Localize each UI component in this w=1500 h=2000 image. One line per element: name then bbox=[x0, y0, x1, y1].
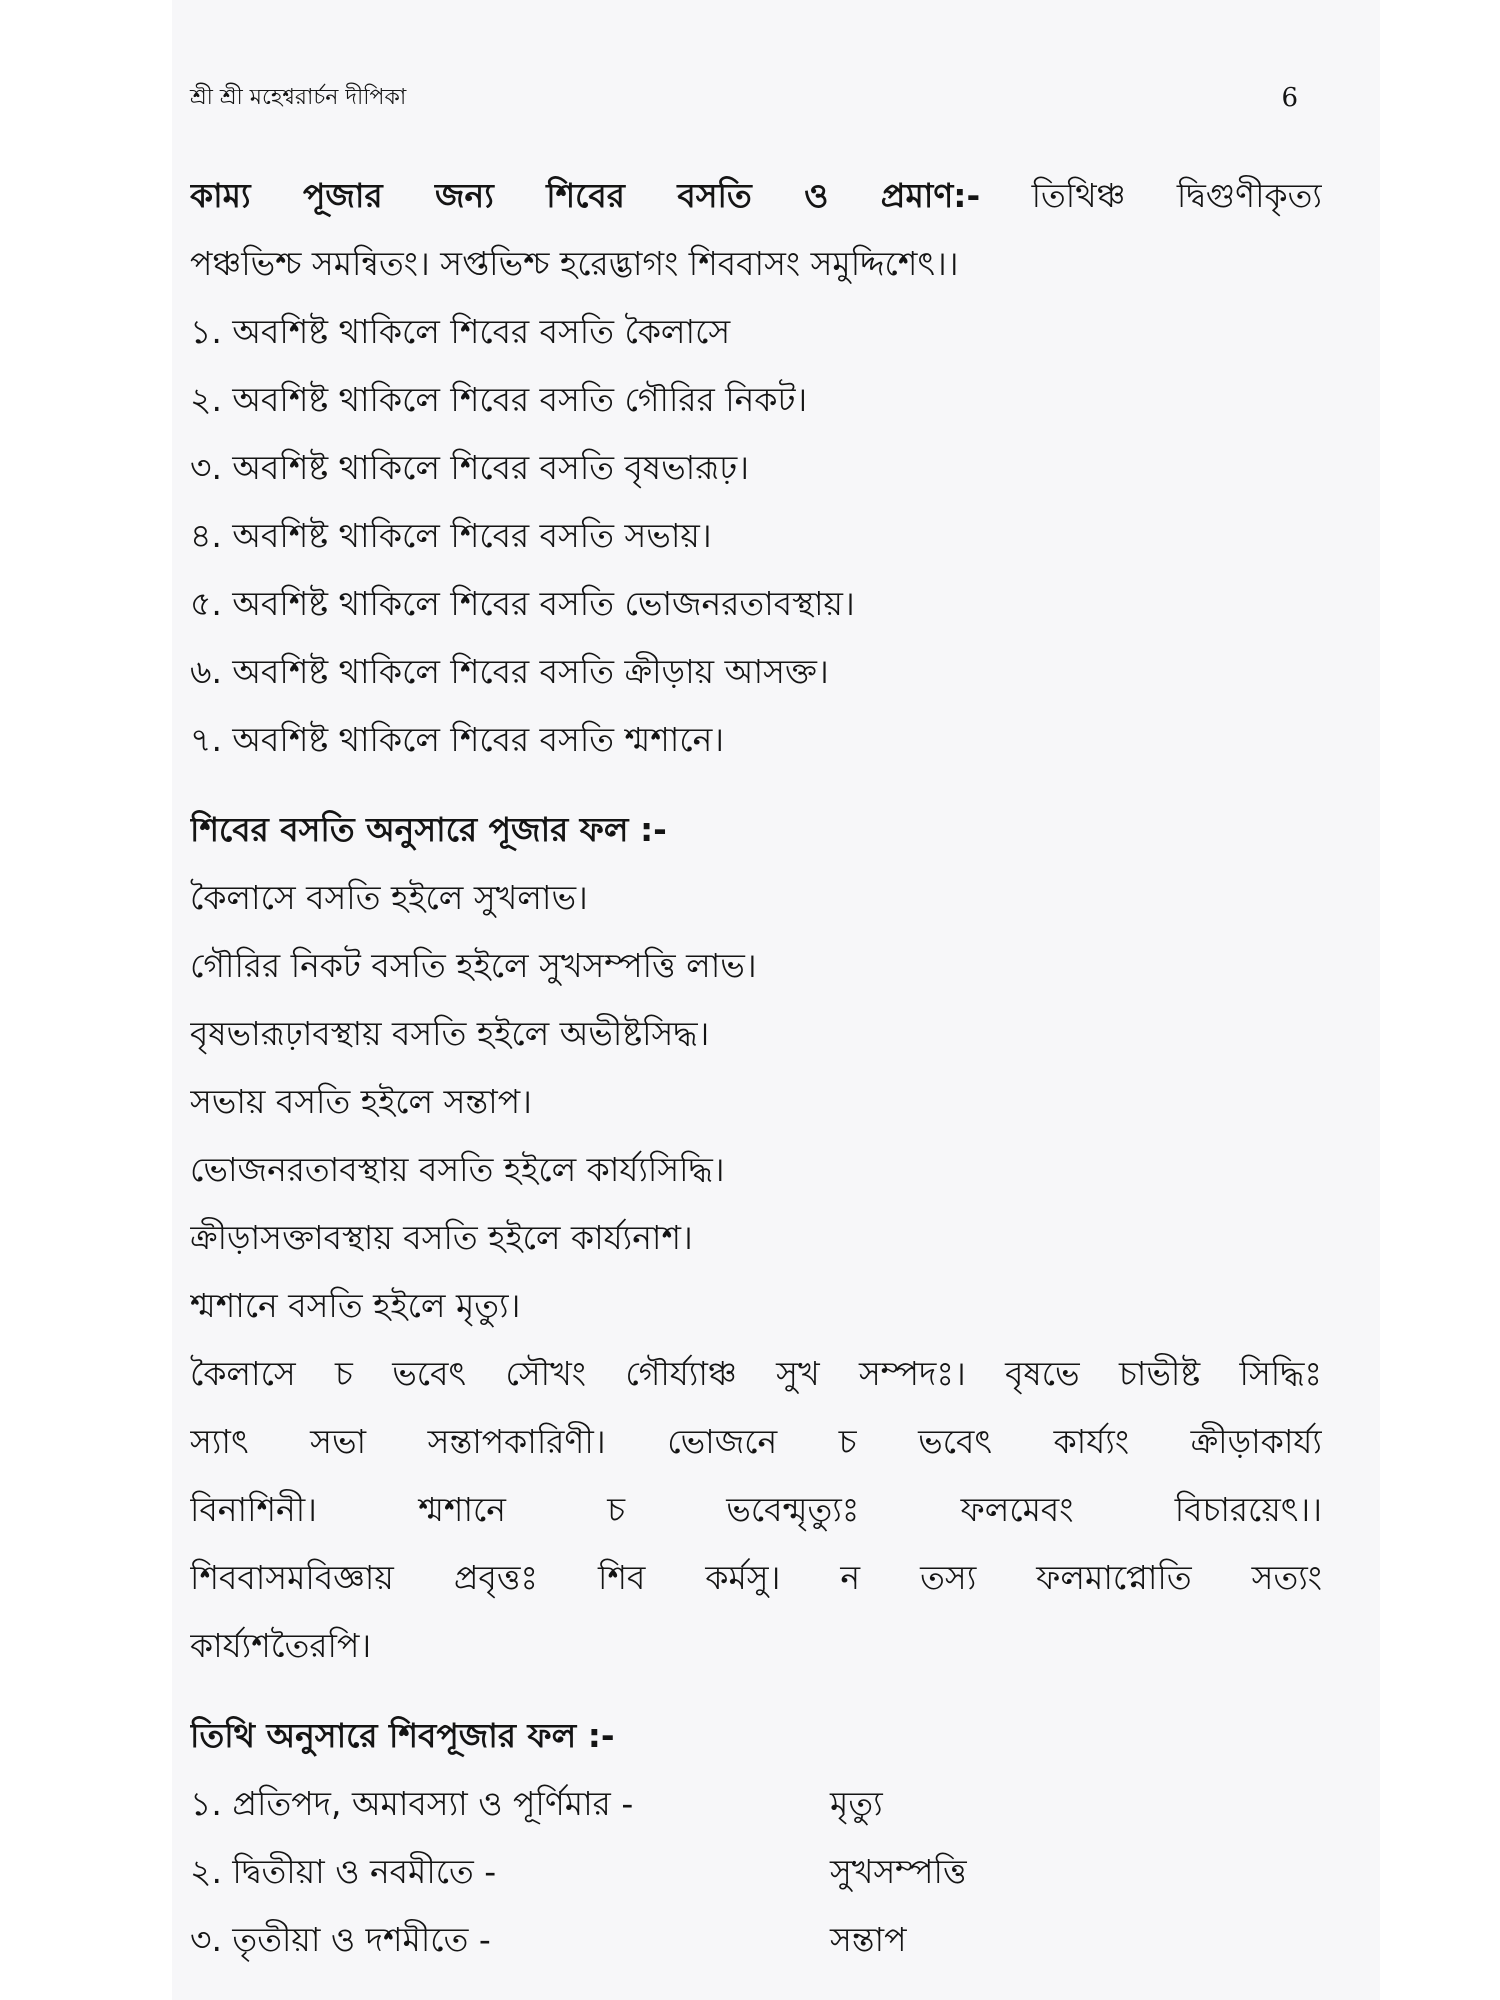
residence-item: ৩. অবশিষ্ট থাকিলে শিবের বসতি বৃষভারূঢ়। bbox=[190, 448, 750, 487]
result-line: সভায় বসতি হইলে সন্তাপ। bbox=[190, 1082, 532, 1121]
result-line: বৃষভারূঢ়াবস্থায় বসতি হইলে অভীষ্টসিদ্ধ। bbox=[190, 1014, 710, 1053]
verse-line: কৈলাসে চ ভবেৎ সৌখং গৌর্য্যাঞ্চ সুখ সম্পদঃ। বৃষভে চাভীষ্ট সিদ্ধিঃ bbox=[190, 1354, 1322, 1393]
verse-line-last: কার্য্যশতৈরপি। bbox=[190, 1626, 372, 1665]
residence-item: ২. অবশিষ্ট থাকিলে শিবের বসতি গৌরির নিকট। bbox=[190, 380, 808, 419]
section1-verse-start: তিথিঞ্চ দ্বিগুণীকৃত্য bbox=[1031, 176, 1322, 215]
result-line: ক্রীড়াসক্তাবস্থায় বসতি হইলে কার্য্যনাশ। bbox=[190, 1218, 693, 1257]
verse-line: বিনাশিনী। শ্মশানে চ ভবেন্মৃত্যুঃ ফলমেবং বিচারয়েৎ।। bbox=[190, 1490, 1322, 1529]
residence-item: ৬. অবশিষ্ট থাকিলে শিবের বসতি ক্রীড়ায় আসক্ত। bbox=[190, 652, 829, 691]
tithi-condition: ২. দ্বিতীয়া ও নবমীতে - bbox=[190, 1852, 497, 1891]
section2-heading: শিবের বসতি অনুসারে পূজার ফল :- bbox=[190, 810, 667, 849]
residence-item: ৫. অবশিষ্ট থাকিলে শিবের বসতি ভোজনরতাবস্থায়। bbox=[190, 584, 855, 623]
page-content bbox=[190, 162, 1322, 1974]
tithi-row bbox=[190, 1838, 1322, 1906]
residence-item: ১. অবশিষ্ট থাকিলে শিবের বসতি কৈলাসে bbox=[190, 312, 731, 351]
tithi-result: সুখসম্পত্তি bbox=[830, 1852, 967, 1891]
result-line: শ্মশানে বসতি হইলে মৃত্যু। bbox=[190, 1286, 521, 1325]
page-header bbox=[190, 78, 1298, 118]
page-number: 6 bbox=[1281, 83, 1298, 113]
tithi-condition: ৩. তৃতীয়া ও দশমীতে - bbox=[190, 1920, 491, 1959]
section1-verse-line: পঞ্চভিশ্চ সমন্বিতং। সপ্তভিশ্চ হরেদ্ভাগং শিববাসং সমুদ্দিশেৎ।। bbox=[190, 244, 959, 283]
result-line: গৌরির নিকট বসতি হইলে সুখসম্পত্তি লাভ। bbox=[190, 946, 757, 985]
verse-line: শিববাসমবিজ্ঞায় প্রবৃত্তঃ শিব কর্মসু। ন তস্য ফলমাপ্নোতি সত্যং bbox=[190, 1558, 1322, 1597]
tithi-result: সন্তাপ bbox=[830, 1920, 907, 1959]
result-line: কৈলাসে বসতি হইলে সুখলাভ। bbox=[190, 878, 588, 917]
section1-heading: কাম্য পূজার জন্য শিবের বসতি ও প্রমাণ:- bbox=[190, 176, 981, 215]
result-line: ভোজনরতাবস্থায় বসতি হইলে কার্য্যসিদ্ধি। bbox=[190, 1150, 725, 1189]
residence-item: ৭. অবশিষ্ট থাকিলে শিবের বসতি শ্মশানে। bbox=[190, 720, 725, 759]
tithi-condition: ১. প্রতিপদ, অমাবস্যা ও পূর্ণিমার - bbox=[190, 1784, 634, 1823]
book-title: শ্রী শ্রী মহেশ্বরার্চন দীপিকা bbox=[190, 85, 407, 110]
verse-line: স্যাৎ সভা সন্তাপকারিণী। ভোজনে চ ভবেৎ কার্য্যং ক্রীড়াকার্য্য bbox=[190, 1422, 1322, 1461]
section-gap bbox=[190, 774, 1322, 796]
tithi-row bbox=[190, 1770, 1322, 1838]
section-gap bbox=[190, 1680, 1322, 1702]
section1-heading-line bbox=[190, 162, 1322, 230]
residence-item: ৪. অবশিষ্ট থাকিলে শিবের বসতি সভায়। bbox=[190, 516, 712, 555]
section3-heading: তিথি অনুসারে শিবপূজার ফল :- bbox=[190, 1716, 615, 1755]
tithi-row bbox=[190, 1906, 1322, 1974]
tithi-result: মৃত্যু bbox=[830, 1784, 883, 1823]
